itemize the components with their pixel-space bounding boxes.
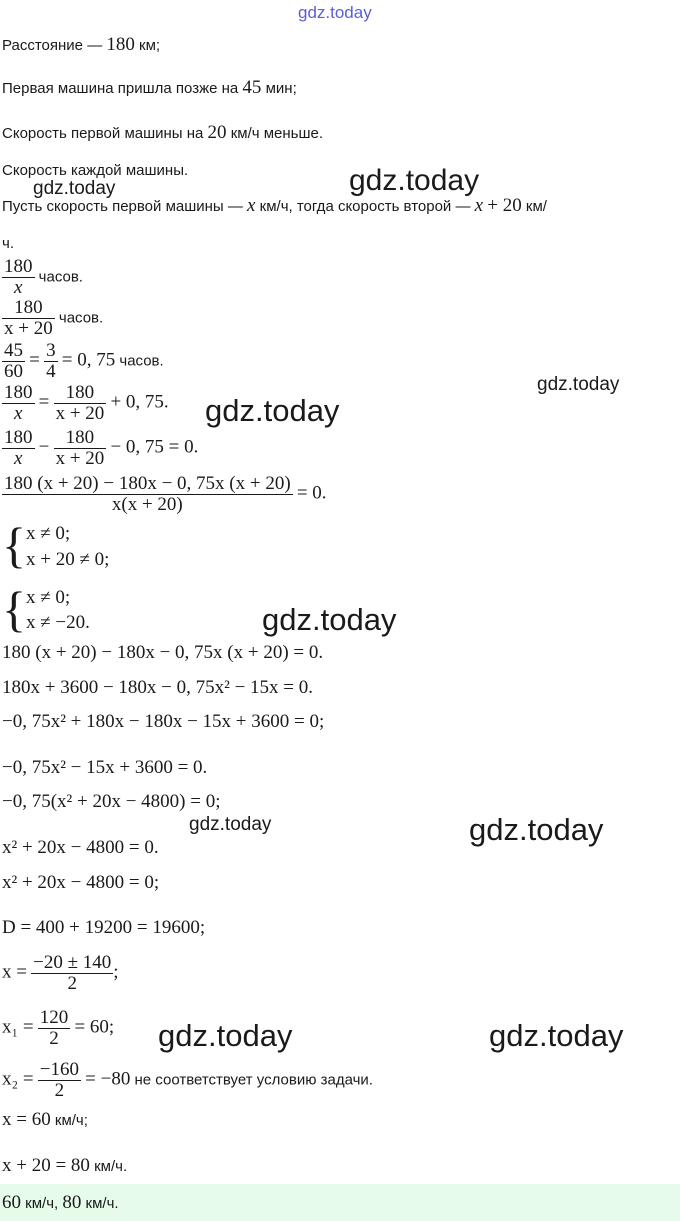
site-logo[interactable]: gdz.today bbox=[298, 3, 372, 22]
speed-first-result: x = 60 км/ч; bbox=[2, 1109, 88, 1130]
watermark: gdz.today bbox=[33, 178, 116, 199]
given-find: Скорость каждой машины. bbox=[2, 162, 189, 179]
step-2: 180x + 3600 − 180x − 0, 75x² − 15x = 0. bbox=[2, 677, 314, 698]
speed-second-result: x + 20 = 80 км/ч. bbox=[2, 1155, 128, 1176]
system-1-line-1: x ≠ 0; bbox=[26, 523, 71, 544]
given-speed-diff: Скорость первой машины на 20 км/ч меньше. bbox=[2, 122, 324, 143]
step-6: x² + 20x − 4800 = 0. bbox=[2, 837, 159, 858]
equation-2: $\frac{180}{x}$ − $\frac{180}{x + 20}$ − 0, 75 = 0. bbox=[4, 427, 199, 469]
equation-1: $\frac{180}{x}$ = $\frac{180}{x + 20}$ + 0, 75. bbox=[4, 382, 169, 424]
system-brace-1: { bbox=[2, 517, 26, 573]
system-2-line-2: x ≠ −20. bbox=[26, 612, 90, 633]
step-3: −0, 75x² + 180x − 180x − 15x + 3600 = 0; bbox=[2, 711, 325, 732]
watermark: gdz.today bbox=[489, 1018, 624, 1053]
system-1-line-2: x + 20 ≠ 0; bbox=[26, 549, 110, 570]
watermark: gdz.today bbox=[469, 812, 604, 847]
discriminant: D = 400 + 19200 = 19600; bbox=[2, 917, 206, 938]
time-second: $\frac{180}{x + 20}$ часов. bbox=[4, 297, 104, 339]
let-statement: Пусть скорость первой машины — x км/ч, тогда скорость второй — x + 20 км/ bbox=[2, 195, 547, 216]
given-distance: Расстояние — 180 км; bbox=[2, 34, 161, 55]
root-1: x₁ = $\frac{120}{2}$ = 60; bbox=[2, 1007, 115, 1049]
step-1: 180 (x + 20) − 180x − 0, 75x (x + 20) = 0. bbox=[2, 642, 324, 663]
let-statement-wrap: ч. bbox=[2, 235, 14, 252]
watermark: gdz.today bbox=[205, 393, 340, 428]
time-difference: $\frac{45}{60}$ = $\frac{3}{4}$ = 0, 75 часов. bbox=[4, 340, 164, 382]
watermark: gdz.today bbox=[537, 374, 620, 395]
system-2-line-1: x ≠ 0; bbox=[26, 587, 71, 608]
answer-box bbox=[0, 1184, 680, 1221]
watermark: gdz.today bbox=[158, 1018, 293, 1053]
given-delay: Первая машина пришла позже на 45 мин; bbox=[2, 77, 297, 98]
step-7: x² + 20x − 4800 = 0; bbox=[2, 872, 160, 893]
time-first: $\frac{180}{x}$ часов. bbox=[4, 256, 83, 298]
roots-formula: x = $\frac{-20 \pm 140}{2}$ ; bbox=[2, 952, 119, 994]
answer-text: 60 км/ч, 80 км/ч. bbox=[2, 1192, 119, 1213]
root-2: x₂ = $\frac{-160}{2}$ = −80 не соответствует условию задачи. bbox=[2, 1059, 373, 1101]
watermark: gdz.today bbox=[349, 164, 480, 197]
step-4: −0, 75x² − 15x + 3600 = 0. bbox=[2, 757, 208, 778]
equation-3: $\frac{180 (x + 20) - 180x - 0, 75x (x + 20)}{x(x + 20)}$ = 0. bbox=[4, 473, 327, 515]
watermark: gdz.today bbox=[189, 814, 272, 835]
system-brace-2: { bbox=[2, 581, 26, 637]
watermark: gdz.today bbox=[262, 602, 397, 637]
step-5: −0, 75(x² + 20x − 4800) = 0; bbox=[2, 791, 221, 812]
